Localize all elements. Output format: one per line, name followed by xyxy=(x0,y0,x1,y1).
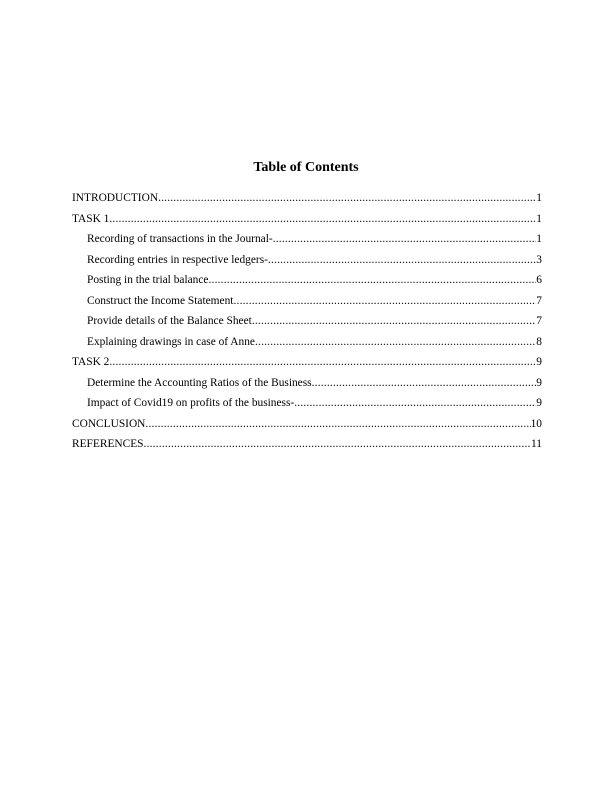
toc-page-number: 1 xyxy=(536,233,542,245)
toc-entry-accounting-ratios[interactable] xyxy=(72,373,542,394)
toc-leader-dots xyxy=(312,373,537,394)
toc-entry-label: Impact of Covid19 on profits of the business- xyxy=(87,397,295,409)
toc-leader-dots xyxy=(109,209,536,230)
toc-leader-dots xyxy=(145,414,530,435)
toc-page-number: 9 xyxy=(536,356,542,368)
toc-entry-label: CONCLUSION xyxy=(72,417,146,430)
toc-entry-label: Provide details of the Balance Sheet xyxy=(87,315,252,327)
toc-leader-dots xyxy=(109,352,536,373)
toc-page-number: 7 xyxy=(536,294,542,307)
toc-entry-label: REFERENCES xyxy=(72,438,144,450)
toc-entry-task-2[interactable] xyxy=(72,352,542,373)
toc-page-number: 7 xyxy=(536,315,542,327)
toc-page-number: 10 xyxy=(530,417,542,430)
toc-list xyxy=(72,188,542,455)
toc-title: Table of Contents xyxy=(253,160,359,175)
toc-entry-journal[interactable] xyxy=(72,229,542,250)
toc-page-number: 11 xyxy=(531,438,542,450)
toc-leader-dots xyxy=(294,393,536,414)
toc-page-number: 1 xyxy=(536,192,542,204)
toc-leader-dots xyxy=(144,434,532,455)
toc-entry-label: Explaining drawings in case of Anne xyxy=(87,335,255,348)
toc-entry-references[interactable] xyxy=(72,434,542,455)
toc-entry-trial-balance[interactable] xyxy=(72,270,542,291)
toc-entry-income-statement[interactable] xyxy=(72,291,542,312)
toc-entry-label: Determine the Accounting Ratios of the Business xyxy=(87,376,312,389)
toc-leader-dots xyxy=(255,332,536,353)
toc-page-number: 3 xyxy=(536,253,542,266)
toc-entry-label: Posting in the trial balance xyxy=(87,274,209,286)
toc-entry-balance-sheet[interactable] xyxy=(72,311,542,332)
toc-leader-dots xyxy=(158,188,536,209)
toc-entry-task-1[interactable] xyxy=(72,209,542,230)
toc-entry-label: Recording entries in respective ledgers- xyxy=(87,253,268,266)
toc-entry-label: INTRODUCTION xyxy=(72,192,159,204)
toc-entry-drawings[interactable] xyxy=(72,332,542,353)
toc-entry-label: Recording of transactions in the Journal- xyxy=(87,233,273,245)
toc-entry-label: Construct the Income Statement xyxy=(87,294,234,307)
toc-entry-label: TASK 2 xyxy=(72,356,110,368)
toc-entry-introduction[interactable] xyxy=(72,188,542,209)
toc-page-number: 8 xyxy=(536,335,542,348)
toc-leader-dots xyxy=(273,229,537,250)
toc-page-number: 9 xyxy=(536,376,542,389)
toc-leader-dots xyxy=(208,270,536,291)
toc-leader-dots xyxy=(252,311,536,332)
toc-page-number: 1 xyxy=(536,212,542,225)
toc-entry-ledgers[interactable] xyxy=(72,250,542,271)
toc-page-number: 6 xyxy=(536,274,542,286)
toc-leader-dots xyxy=(233,291,536,312)
toc-entry-covid-impact[interactable] xyxy=(72,393,542,414)
toc-entry-conclusion[interactable] xyxy=(72,414,542,435)
toc-page-number: 9 xyxy=(536,397,542,409)
toc-leader-dots xyxy=(268,250,536,271)
toc-entry-label: TASK 1 xyxy=(72,212,110,225)
